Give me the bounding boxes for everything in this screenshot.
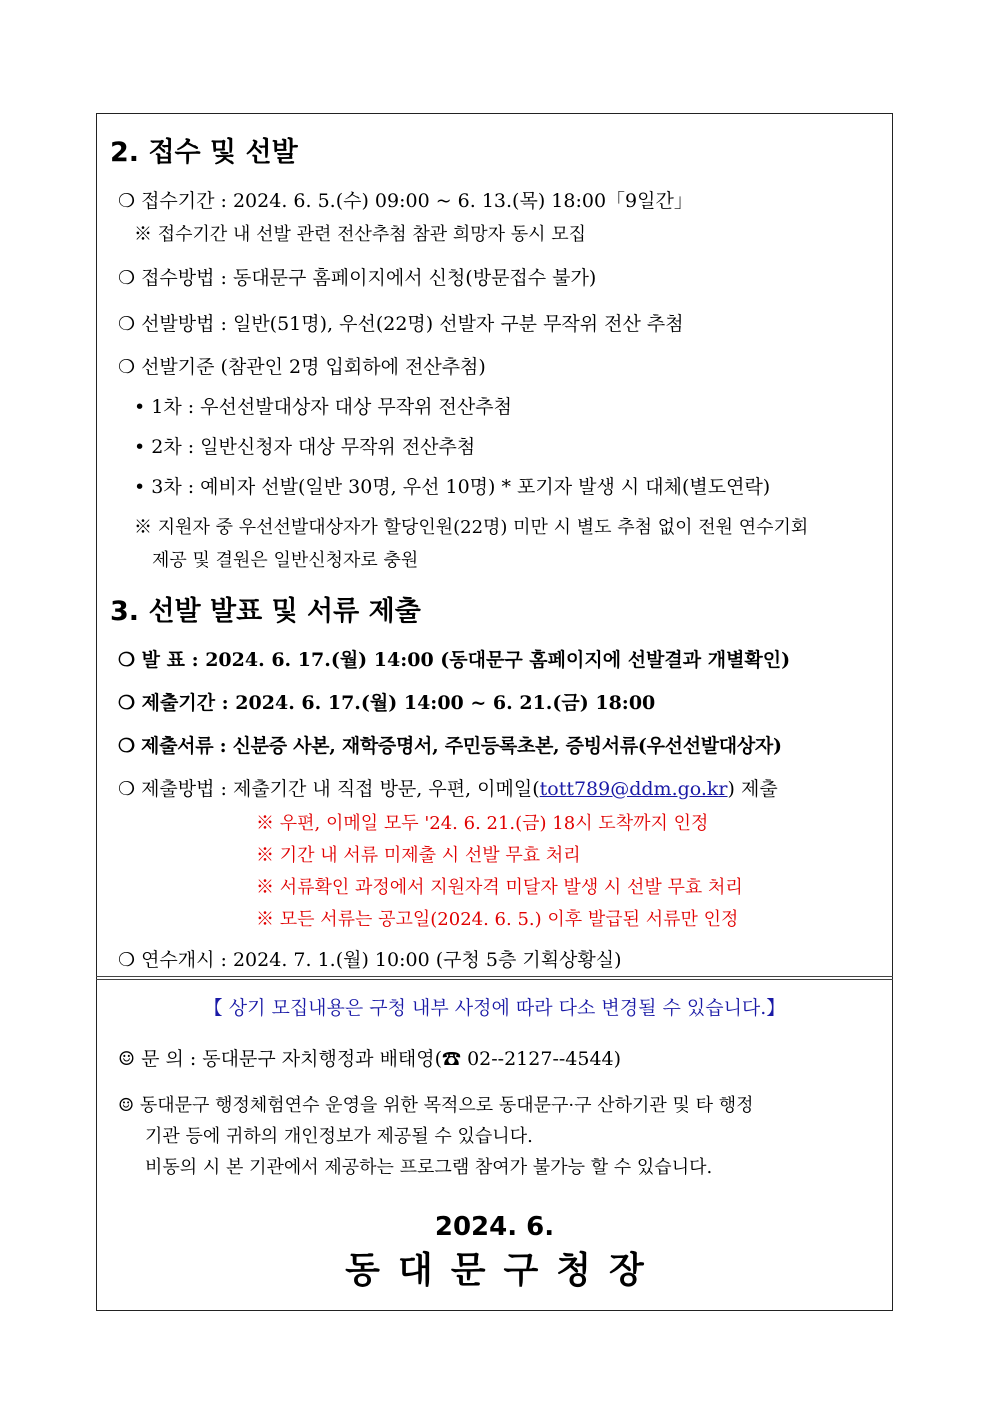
red-note-4: ※ 모든 서류는 공고일(2024. 6. 5.) 이후 발급된 서류만 인정: [256, 909, 739, 930]
reception-period: ❍ 접수기간 : 2024. 6. 5.(수) 09:00 ~ 6. 13.(목) 18:00「9일간」: [118, 190, 693, 212]
signature: 동대문구청장: [345, 1250, 662, 1291]
red-note-2: ※ 기간 내 서류 미제출 시 선발 무효 처리: [256, 845, 581, 866]
submission-period: ❍ 제출기간 : 2024. 6. 17.(월) 14:00 ~ 6. 21.(금) 18:00: [118, 692, 656, 714]
note-2: 제공 및 결원은 일반신청자로 충원: [152, 550, 419, 571]
selection-method: ❍ 선발방법 : 일반(51명), 우선(22명) 선발자 구분 무작위 전산 추첨: [118, 313, 684, 335]
round-3: • 3차 : 예비자 선발(일반 30명, 우선 10명) * 포기자 발생 시 대체(별도연락): [134, 476, 771, 498]
privacy-line-2: 기관 등에 귀하의 개인정보가 제공될 수 있습니다.: [145, 1126, 533, 1147]
submission-method: [118, 776, 778, 802]
note-1: ※ 지원자 중 우선선발대상자가 할당인원(22명) 미만 시 별도 추첨 없이 전원 연수기회: [134, 517, 809, 538]
submission-documents: ❍ 제출서류 : 신분증 사본, 재학증명서, 주민등록초본, 증빙서류(우선선발대상자): [118, 735, 782, 757]
section-3-heading: 3. 선발 발표 및 서류 제출: [110, 596, 421, 627]
red-note-1: ※ 우편, 이메일 모두 '24. 6. 21.(금) 18시 도착까지 인정: [256, 813, 709, 834]
submission-method-prefix: ❍ 제출방법 : 제출기간 내 직접 방문, 우편, 이메일(: [118, 778, 540, 800]
email-link[interactable]: tott789@ddm.go.kr: [539, 778, 728, 800]
reception-method: ❍ 접수방법 : 동대문구 홈페이지에서 신청(방문접수 불가): [118, 267, 597, 289]
round-2: • 2차 : 일반신청자 대상 무작위 전산추첨: [134, 436, 476, 458]
section-2-heading: 2. 접수 및 선발: [110, 137, 298, 168]
privacy-line-1: ☺ 동대문구 행정체험연수 운영을 위한 목적으로 동대문구·구 산하기관 및 타 행정: [118, 1095, 754, 1116]
section-divider: [96, 976, 893, 980]
inquiry: ☺ 문 의 : 동대문구 자치행정과 배태영(☎ 02--2127--4544): [118, 1048, 622, 1070]
issue-date: 2024. 6.: [434, 1212, 555, 1242]
submission-method-suffix: ) 제출: [727, 778, 778, 800]
reception-note: ※ 접수기간 내 선발 관련 전산추첨 참관 희망자 동시 모집: [134, 224, 587, 245]
round-1: • 1차 : 우선선발대상자 대상 무작위 전산추첨: [134, 396, 512, 418]
red-note-3: ※ 서류확인 과정에서 지원자격 미달자 발생 시 선발 무효 처리: [256, 877, 743, 898]
change-notice: 【 상기 모집내용은 구청 내부 사정에 따라 다소 변경될 수 있습니다.】: [203, 997, 786, 1019]
training-start: ❍ 연수개시 : 2024. 7. 1.(월) 10:00 (구청 5층 기획상황실): [118, 949, 622, 971]
privacy-line-3: 비동의 시 본 기관에서 제공하는 프로그램 참여가 불가능 할 수 있습니다.: [145, 1157, 713, 1178]
announcement: ❍ 발 표 : 2024. 6. 17.(월) 14:00 (동대문구 홈페이지에 선발결과 개별확인): [118, 649, 791, 671]
selection-criteria: ❍ 선발기준 (참관인 2명 입회하에 전산추첨): [118, 356, 486, 378]
